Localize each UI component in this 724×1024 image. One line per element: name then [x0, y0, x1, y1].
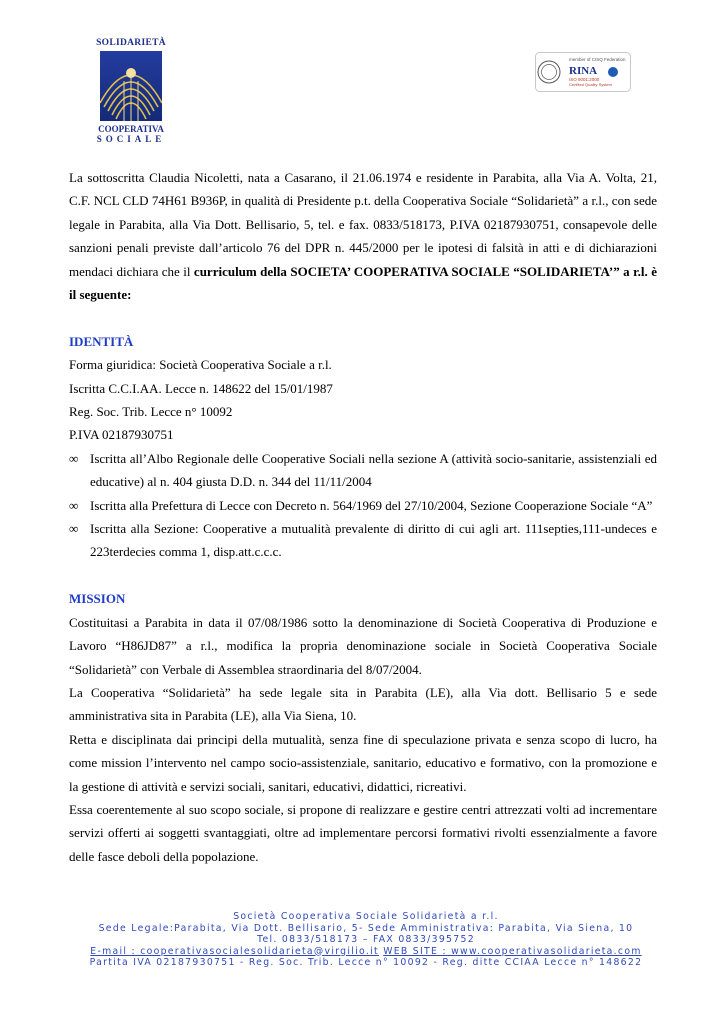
identita-line-cciaa: Iscritta C.C.I.AA. Lecce n. 148622 del 15/01/1987	[69, 380, 333, 396]
mission-paragraph-1: Costituitasi a Parabita in data il 07/08/1986 sotto la denominazione di Società Cooperativa di Produzione e Lavoro “H86JD87” a r.l., modifica la propria denominazione sociale in Società Cooperativa Sociale “Solidarietà” con Verbale di Assemblea straordinaria del 8/07/2004.	[69, 614, 657, 677]
rina-certification-badge	[535, 52, 631, 92]
document-body	[69, 166, 657, 868]
intro-paragraph	[69, 166, 657, 306]
cooperative-logo	[82, 38, 180, 144]
identita-line-reg: Reg. Soc. Trib. Lecce n° 10092	[69, 404, 233, 420]
bullet-text: Iscritta alla Sezione: Cooperative a mutualità prevalente di diritto di cui agli art. 111septies,111-undeces e 223terdecies comma 1, disp.att.c.c.c.	[90, 521, 657, 560]
footer-phone-fax: Tel. 0833/518173 – FAX 0833/395752	[257, 934, 475, 945]
infinity-bullet-icon: ∞	[69, 521, 79, 537]
infinity-bullet-icon: ∞	[69, 450, 79, 466]
intro-bold-text: curriculum della SOCIETA’ COOPERATIVA SOCIALE “SOLIDARIETA’” a r.l. è il seguente:	[69, 263, 657, 303]
mission-paragraph-3: Retta e disciplinata dai principi della mutualità, senza fine di speculazione privata e senza scopo di lucro, ha come mission l’intervento nel campo socio-assistenziale, sanitario, educativo e formativo, con la promozione e la gestione di attività e servizi sociali, sanitari, educativi, didattici, ricreativi.	[69, 731, 657, 794]
logo-subtitle-cooperativa: COOPERATIVA	[98, 124, 164, 134]
identita-heading: IDENTITÀ	[69, 333, 134, 349]
identita-bullet-prefettura	[69, 494, 657, 517]
footer-website-link[interactable]: WEB SITE : www.cooperativasolidarieta.com	[383, 945, 642, 957]
logo-subtitle-sociale: SOCIALE	[96, 134, 166, 144]
footer-registry-info: Partita IVA 02187930751 - Reg. Soc. Trib. Lecce n° 10092 - Reg. ditte CCIAA Lecce n° 148622	[89, 957, 643, 968]
identita-line-piva: P.IVA 02187930751	[69, 427, 174, 443]
mission-paragraph-4: Essa coerentemente al suo scopo sociale, si propone di realizzare e gestire centri attrezzati volti ad incrementare servizi offerti ai soggetti svantaggiati, oltre ad implementare percorsi formativi rivolti essenzialmente a favore delle fasce deboli della popolazione.	[69, 801, 657, 864]
mission-paragraph-2: La Cooperativa “Solidarietà” ha sede legale sita in Parabita (LE), alla Via dott. Bellisario 5 e sede amministrativa sita in Parabita (LE), alla Via Siena, 10.	[69, 684, 657, 724]
footer-company-name: Società Cooperativa Sociale Solidarietà a r.l.	[233, 911, 499, 922]
infinity-bullet-icon: ∞	[69, 497, 79, 513]
cert-line2: ISO 9001:2000	[569, 77, 600, 82]
identita-bullet-sezione	[69, 517, 657, 564]
logo-title: SOLIDARIETÀ	[96, 38, 166, 48]
identita-bullet-albo	[69, 447, 657, 494]
bullet-text: Iscritta all’Albo Regionale delle Cooperative Sociali nella sezione A (attività socio-sanitarie, assistenziali ed educative) al n. 404 giusta D.D. n. 344 del 11/11/2004	[90, 450, 657, 490]
bullet-text: Iscritta alla Prefettura di Lecce con Decreto n. 564/1969 del 27/10/2004, Sezione Cooperazione Sociale “A”	[90, 497, 653, 513]
cert-brand: RINA	[569, 65, 598, 77]
footer-email-link[interactable]: E-mail : cooperativasocialesolidarieta@virgilio.it	[90, 945, 379, 957]
identita-line-forma: Forma giuridica: Società Cooperativa Sociale a r.l.	[69, 357, 332, 373]
footer-contacts	[86, 946, 646, 958]
logo-emblem-icon	[100, 51, 162, 121]
mission-heading: MISSION	[69, 591, 126, 607]
footer-addresses: Sede Legale:Parabita, Via Dott. Bellisario, 5- Sede Amministrativa: Parabita, Via Siena, 10	[98, 922, 634, 934]
page-footer	[86, 911, 646, 969]
cert-line3: Certified Quality System	[569, 82, 612, 87]
cert-line1: member of CISQ Federation	[569, 57, 626, 62]
intro-text: La sottoscritta Claudia Nicoletti, nata a Casarano, il 21.06.1974 e residente in Parabita, alla Via A. Volta, 21, C.F. NCL CLD 74H61 B936P, in qualità di Presidente p.t. della Cooperativa Sociale “Solidarietà” a r.l., con sede legale in Parabita, alla Via Dott. Bellisario, 5, tel. e fax. 0833/518173, P.IVA 02187930751, consapevole delle sanzioni penali previste dall’articolo 76 del DPR n. 445/2000 per le ipotesi di falsità in atti e di dichiarazioni mendaci dichiara che il	[69, 170, 657, 279]
